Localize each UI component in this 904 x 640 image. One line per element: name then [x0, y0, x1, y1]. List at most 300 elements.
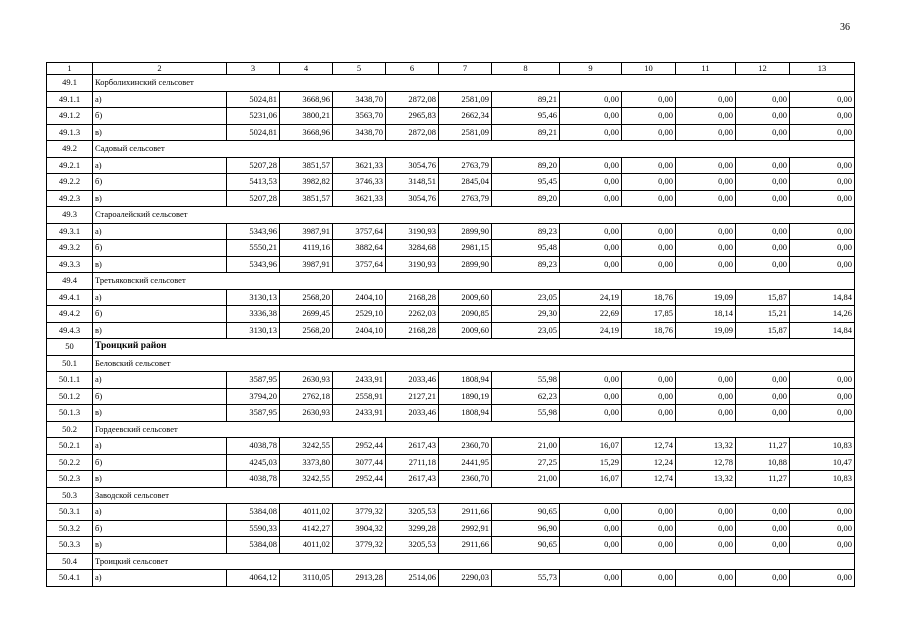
- row-code: 50.2.1: [47, 438, 93, 455]
- section-fill: [227, 487, 855, 504]
- value-cell: 2699,45: [280, 306, 333, 323]
- value-cell: 0,00: [560, 124, 622, 141]
- row-code: 50.3: [47, 487, 93, 504]
- value-cell: 23,05: [492, 289, 560, 306]
- value-cell: 24,19: [560, 322, 622, 339]
- value-cell: 4064,12: [227, 570, 280, 587]
- value-cell: 0,00: [736, 537, 790, 554]
- value-cell: 95,46: [492, 108, 560, 125]
- value-cell: 3299,28: [386, 520, 439, 537]
- section-name: Беловский сельсовет: [93, 355, 227, 372]
- row-label: б): [93, 388, 227, 405]
- value-cell: 5550,21: [227, 240, 280, 257]
- column-header: 2: [93, 63, 227, 75]
- section-fill: [227, 141, 855, 158]
- section-fill: [227, 207, 855, 224]
- row-code: 50.3.1: [47, 504, 93, 521]
- value-cell: 10,83: [790, 471, 855, 488]
- value-cell: 10,83: [790, 438, 855, 455]
- value-cell: 0,00: [676, 223, 736, 240]
- row-code: 50.1.1: [47, 372, 93, 389]
- table-row: [47, 108, 855, 125]
- row-label: а): [93, 157, 227, 174]
- section-name: Троицкий район: [93, 339, 227, 356]
- column-header: 1: [47, 63, 93, 75]
- value-cell: 0,00: [560, 157, 622, 174]
- value-cell: 0,00: [622, 570, 676, 587]
- section-fill: [227, 273, 855, 290]
- value-cell: 0,00: [790, 504, 855, 521]
- row-label: а): [93, 372, 227, 389]
- value-cell: 0,00: [736, 157, 790, 174]
- value-cell: 5207,28: [227, 190, 280, 207]
- value-cell: 3587,95: [227, 372, 280, 389]
- value-cell: 2845,04: [439, 174, 492, 191]
- value-cell: 1890,19: [439, 388, 492, 405]
- table-row: [47, 174, 855, 191]
- value-cell: 5343,96: [227, 256, 280, 273]
- table-row: [47, 124, 855, 141]
- value-cell: 55,73: [492, 570, 560, 587]
- row-label: б): [93, 240, 227, 257]
- value-cell: 4119,16: [280, 240, 333, 257]
- section-fill: [227, 355, 855, 372]
- value-cell: 0,00: [622, 388, 676, 405]
- value-cell: 0,00: [736, 190, 790, 207]
- value-cell: 0,00: [736, 520, 790, 537]
- row-code: 50.4.1: [47, 570, 93, 587]
- row-code: 50: [47, 339, 93, 356]
- section-name: Гордеевский сельсовет: [93, 421, 227, 438]
- value-cell: 0,00: [736, 372, 790, 389]
- column-header: 10: [622, 63, 676, 75]
- value-cell: 0,00: [560, 388, 622, 405]
- value-cell: 0,00: [736, 570, 790, 587]
- value-cell: 2581,09: [439, 91, 492, 108]
- table-row: [47, 388, 855, 405]
- value-cell: 2290,03: [439, 570, 492, 587]
- value-cell: 0,00: [736, 174, 790, 191]
- table-row: [47, 190, 855, 207]
- value-cell: 5024,81: [227, 91, 280, 108]
- value-cell: 2581,09: [439, 124, 492, 141]
- value-cell: 89,20: [492, 190, 560, 207]
- value-cell: 0,00: [676, 372, 736, 389]
- value-cell: 12,74: [622, 438, 676, 455]
- value-cell: 12,74: [622, 471, 676, 488]
- value-cell: 4011,02: [280, 504, 333, 521]
- value-cell: 15,21: [736, 306, 790, 323]
- section-name: Заводской сельсовет: [93, 487, 227, 504]
- value-cell: 0,00: [736, 504, 790, 521]
- row-label: в): [93, 190, 227, 207]
- section-row: [47, 487, 855, 504]
- row-code: 50.2.2: [47, 454, 93, 471]
- row-code: 50.3.2: [47, 520, 93, 537]
- value-cell: 0,00: [622, 537, 676, 554]
- row-code: 49.3.3: [47, 256, 93, 273]
- value-cell: 2911,66: [439, 504, 492, 521]
- row-code: 49.2.3: [47, 190, 93, 207]
- value-cell: 5384,08: [227, 504, 280, 521]
- table-row: [47, 289, 855, 306]
- table-row: [47, 223, 855, 240]
- value-cell: 0,00: [622, 520, 676, 537]
- value-cell: 0,00: [676, 240, 736, 257]
- value-cell: 2033,46: [386, 372, 439, 389]
- value-cell: 15,87: [736, 322, 790, 339]
- value-cell: 0,00: [560, 537, 622, 554]
- value-cell: 5384,08: [227, 537, 280, 554]
- value-cell: 0,00: [790, 108, 855, 125]
- value-cell: 2090,85: [439, 306, 492, 323]
- value-cell: 0,00: [560, 91, 622, 108]
- value-cell: 3794,20: [227, 388, 280, 405]
- value-cell: 2404,10: [333, 289, 386, 306]
- value-cell: 0,00: [622, 372, 676, 389]
- value-cell: 3746,33: [333, 174, 386, 191]
- value-cell: 3987,91: [280, 223, 333, 240]
- row-label: а): [93, 289, 227, 306]
- value-cell: 13,32: [676, 438, 736, 455]
- value-cell: 3054,76: [386, 190, 439, 207]
- value-cell: 15,29: [560, 454, 622, 471]
- column-header: 9: [560, 63, 622, 75]
- value-cell: 3882,64: [333, 240, 386, 257]
- row-label: в): [93, 322, 227, 339]
- row-label: в): [93, 537, 227, 554]
- value-cell: 62,23: [492, 388, 560, 405]
- value-cell: 2762,18: [280, 388, 333, 405]
- value-cell: 3621,33: [333, 190, 386, 207]
- section-fill: [227, 339, 855, 356]
- value-cell: 1808,94: [439, 372, 492, 389]
- row-label: в): [93, 124, 227, 141]
- value-cell: 18,76: [622, 289, 676, 306]
- value-cell: 3242,55: [280, 438, 333, 455]
- row-code: 50.2.3: [47, 471, 93, 488]
- section-fill: [227, 75, 855, 92]
- value-cell: 19,09: [676, 322, 736, 339]
- section-name: Садовый сельсовет: [93, 141, 227, 158]
- value-cell: 0,00: [560, 256, 622, 273]
- value-cell: 21,00: [492, 471, 560, 488]
- value-cell: 0,00: [790, 388, 855, 405]
- value-cell: 90,65: [492, 537, 560, 554]
- value-cell: 2441,95: [439, 454, 492, 471]
- row-label: а): [93, 570, 227, 587]
- table-row: [47, 438, 855, 455]
- value-cell: 17,85: [622, 306, 676, 323]
- row-label: в): [93, 405, 227, 422]
- row-code: 50.1.3: [47, 405, 93, 422]
- value-cell: 3148,51: [386, 174, 439, 191]
- value-cell: 2872,08: [386, 124, 439, 141]
- value-cell: 0,00: [736, 405, 790, 422]
- value-cell: 18,76: [622, 322, 676, 339]
- row-label: а): [93, 504, 227, 521]
- value-cell: 2360,70: [439, 438, 492, 455]
- column-header: 5: [333, 63, 386, 75]
- value-cell: 0,00: [622, 504, 676, 521]
- value-cell: 12,24: [622, 454, 676, 471]
- value-cell: 0,00: [560, 570, 622, 587]
- value-cell: 55,98: [492, 372, 560, 389]
- value-cell: 24,19: [560, 289, 622, 306]
- value-cell: 3190,93: [386, 256, 439, 273]
- value-cell: 3668,96: [280, 91, 333, 108]
- value-cell: 0,00: [790, 256, 855, 273]
- value-cell: 5590,33: [227, 520, 280, 537]
- section-row: [47, 75, 855, 92]
- section-name: Троицкий сельсовет: [93, 553, 227, 570]
- row-code: 50.1.2: [47, 388, 93, 405]
- value-cell: 0,00: [790, 157, 855, 174]
- value-cell: 3438,70: [333, 91, 386, 108]
- column-header: 7: [439, 63, 492, 75]
- value-cell: 3110,05: [280, 570, 333, 587]
- row-code: 49.3.1: [47, 223, 93, 240]
- value-cell: 3800,21: [280, 108, 333, 125]
- header-row: [47, 63, 855, 75]
- value-cell: 0,00: [736, 91, 790, 108]
- value-cell: 0,00: [560, 190, 622, 207]
- value-cell: 95,48: [492, 240, 560, 257]
- value-cell: 95,45: [492, 174, 560, 191]
- row-code: 49.4.1: [47, 289, 93, 306]
- value-cell: 3851,57: [280, 190, 333, 207]
- value-cell: 96,90: [492, 520, 560, 537]
- value-cell: 19,09: [676, 289, 736, 306]
- value-cell: 2763,79: [439, 190, 492, 207]
- value-cell: 21,00: [492, 438, 560, 455]
- value-cell: 4142,27: [280, 520, 333, 537]
- value-cell: 2433,91: [333, 405, 386, 422]
- value-cell: 3077,44: [333, 454, 386, 471]
- section-name: Третьяковский сельсовет: [93, 273, 227, 290]
- row-label: б): [93, 454, 227, 471]
- value-cell: 3779,32: [333, 537, 386, 554]
- table-row: [47, 405, 855, 422]
- value-cell: 0,00: [560, 372, 622, 389]
- value-cell: 0,00: [736, 240, 790, 257]
- value-cell: 2568,20: [280, 322, 333, 339]
- value-cell: 89,23: [492, 223, 560, 240]
- value-cell: 0,00: [736, 223, 790, 240]
- table-row: [47, 570, 855, 587]
- table-row: [47, 91, 855, 108]
- value-cell: 3284,68: [386, 240, 439, 257]
- value-cell: 2568,20: [280, 289, 333, 306]
- value-cell: 0,00: [790, 124, 855, 141]
- value-cell: 0,00: [790, 174, 855, 191]
- value-cell: 0,00: [560, 520, 622, 537]
- value-cell: 0,00: [622, 190, 676, 207]
- value-cell: 55,98: [492, 405, 560, 422]
- value-cell: 2662,34: [439, 108, 492, 125]
- value-cell: 27,25: [492, 454, 560, 471]
- value-cell: 10,88: [736, 454, 790, 471]
- value-cell: 0,00: [790, 372, 855, 389]
- row-code: 49.3.2: [47, 240, 93, 257]
- value-cell: 0,00: [622, 240, 676, 257]
- row-code: 50.3.3: [47, 537, 93, 554]
- table-row: [47, 454, 855, 471]
- value-cell: 0,00: [790, 405, 855, 422]
- value-cell: 0,00: [560, 240, 622, 257]
- value-cell: 0,00: [622, 124, 676, 141]
- section-row: [47, 141, 855, 158]
- value-cell: 2617,43: [386, 471, 439, 488]
- value-cell: 5207,28: [227, 157, 280, 174]
- row-code: 50.2: [47, 421, 93, 438]
- value-cell: 0,00: [676, 124, 736, 141]
- value-cell: 14,84: [790, 289, 855, 306]
- section-fill: [227, 421, 855, 438]
- value-cell: 0,00: [736, 388, 790, 405]
- value-cell: 12,78: [676, 454, 736, 471]
- value-cell: 2127,21: [386, 388, 439, 405]
- value-cell: 11,27: [736, 438, 790, 455]
- value-cell: 0,00: [736, 124, 790, 141]
- value-cell: 2558,91: [333, 388, 386, 405]
- value-cell: 0,00: [676, 174, 736, 191]
- value-cell: 2992,91: [439, 520, 492, 537]
- row-code: 49.1.3: [47, 124, 93, 141]
- value-cell: 2872,08: [386, 91, 439, 108]
- value-cell: 0,00: [790, 190, 855, 207]
- value-cell: 2617,43: [386, 438, 439, 455]
- value-cell: 0,00: [676, 256, 736, 273]
- value-cell: 3438,70: [333, 124, 386, 141]
- section-row: [47, 273, 855, 290]
- value-cell: 2033,46: [386, 405, 439, 422]
- value-cell: 0,00: [736, 256, 790, 273]
- value-cell: 3904,32: [333, 520, 386, 537]
- value-cell: 0,00: [736, 108, 790, 125]
- value-cell: 3242,55: [280, 471, 333, 488]
- value-cell: 2262,03: [386, 306, 439, 323]
- value-cell: 0,00: [622, 223, 676, 240]
- value-cell: 0,00: [790, 223, 855, 240]
- value-cell: 0,00: [676, 570, 736, 587]
- value-cell: 3205,53: [386, 537, 439, 554]
- table-row: [47, 322, 855, 339]
- value-cell: 3757,64: [333, 223, 386, 240]
- value-cell: 3130,13: [227, 322, 280, 339]
- row-code: 49.3: [47, 207, 93, 224]
- row-label: б): [93, 306, 227, 323]
- value-cell: 89,23: [492, 256, 560, 273]
- value-cell: 14,26: [790, 306, 855, 323]
- value-cell: 3668,96: [280, 124, 333, 141]
- value-cell: 4038,78: [227, 438, 280, 455]
- section-row: [47, 339, 855, 356]
- value-cell: 2952,44: [333, 438, 386, 455]
- value-cell: 16,07: [560, 438, 622, 455]
- value-cell: 0,00: [676, 520, 736, 537]
- value-cell: 0,00: [622, 157, 676, 174]
- table-row: [47, 537, 855, 554]
- value-cell: 0,00: [560, 223, 622, 240]
- row-code: 50.1: [47, 355, 93, 372]
- value-cell: 3587,95: [227, 405, 280, 422]
- value-cell: 0,00: [790, 91, 855, 108]
- value-cell: 18,14: [676, 306, 736, 323]
- value-cell: 10,47: [790, 454, 855, 471]
- value-cell: 5231,06: [227, 108, 280, 125]
- value-cell: 2514,06: [386, 570, 439, 587]
- value-cell: 0,00: [676, 388, 736, 405]
- value-cell: 0,00: [676, 91, 736, 108]
- value-cell: 3982,82: [280, 174, 333, 191]
- table-row: [47, 240, 855, 257]
- tariff-table: [46, 62, 855, 587]
- value-cell: 16,07: [560, 471, 622, 488]
- value-cell: 22,69: [560, 306, 622, 323]
- value-cell: 15,87: [736, 289, 790, 306]
- value-cell: 2711,18: [386, 454, 439, 471]
- value-cell: 5413,53: [227, 174, 280, 191]
- row-label: а): [93, 223, 227, 240]
- row-label: б): [93, 108, 227, 125]
- value-cell: 0,00: [560, 504, 622, 521]
- row-code: 49.1: [47, 75, 93, 92]
- row-label: б): [93, 174, 227, 191]
- value-cell: 5024,81: [227, 124, 280, 141]
- value-cell: 2899,90: [439, 223, 492, 240]
- table-row: [47, 157, 855, 174]
- value-cell: 4011,02: [280, 537, 333, 554]
- column-header: 6: [386, 63, 439, 75]
- value-cell: 0,00: [790, 570, 855, 587]
- value-cell: 0,00: [676, 405, 736, 422]
- value-cell: 4038,78: [227, 471, 280, 488]
- value-cell: 2913,28: [333, 570, 386, 587]
- value-cell: 2360,70: [439, 471, 492, 488]
- value-cell: 3757,64: [333, 256, 386, 273]
- value-cell: 11,27: [736, 471, 790, 488]
- section-row: [47, 421, 855, 438]
- value-cell: 2630,93: [280, 372, 333, 389]
- value-cell: 0,00: [790, 520, 855, 537]
- value-cell: 2763,79: [439, 157, 492, 174]
- column-header: 11: [676, 63, 736, 75]
- value-cell: 3054,76: [386, 157, 439, 174]
- value-cell: 2433,91: [333, 372, 386, 389]
- value-cell: 2630,93: [280, 405, 333, 422]
- value-cell: 0,00: [676, 108, 736, 125]
- column-header: 8: [492, 63, 560, 75]
- section-row: [47, 355, 855, 372]
- column-header: 12: [736, 63, 790, 75]
- value-cell: 29,30: [492, 306, 560, 323]
- value-cell: 2168,28: [386, 289, 439, 306]
- value-cell: 3779,32: [333, 504, 386, 521]
- value-cell: 2911,66: [439, 537, 492, 554]
- value-cell: 0,00: [676, 504, 736, 521]
- section-name: Корболихинский сельсовет: [93, 75, 227, 92]
- value-cell: 0,00: [560, 405, 622, 422]
- value-cell: 0,00: [622, 91, 676, 108]
- row-code: 49.1.2: [47, 108, 93, 125]
- value-cell: 89,21: [492, 91, 560, 108]
- value-cell: 2404,10: [333, 322, 386, 339]
- value-cell: 3336,38: [227, 306, 280, 323]
- value-cell: 0,00: [622, 256, 676, 273]
- value-cell: 5343,96: [227, 223, 280, 240]
- table-row: [47, 372, 855, 389]
